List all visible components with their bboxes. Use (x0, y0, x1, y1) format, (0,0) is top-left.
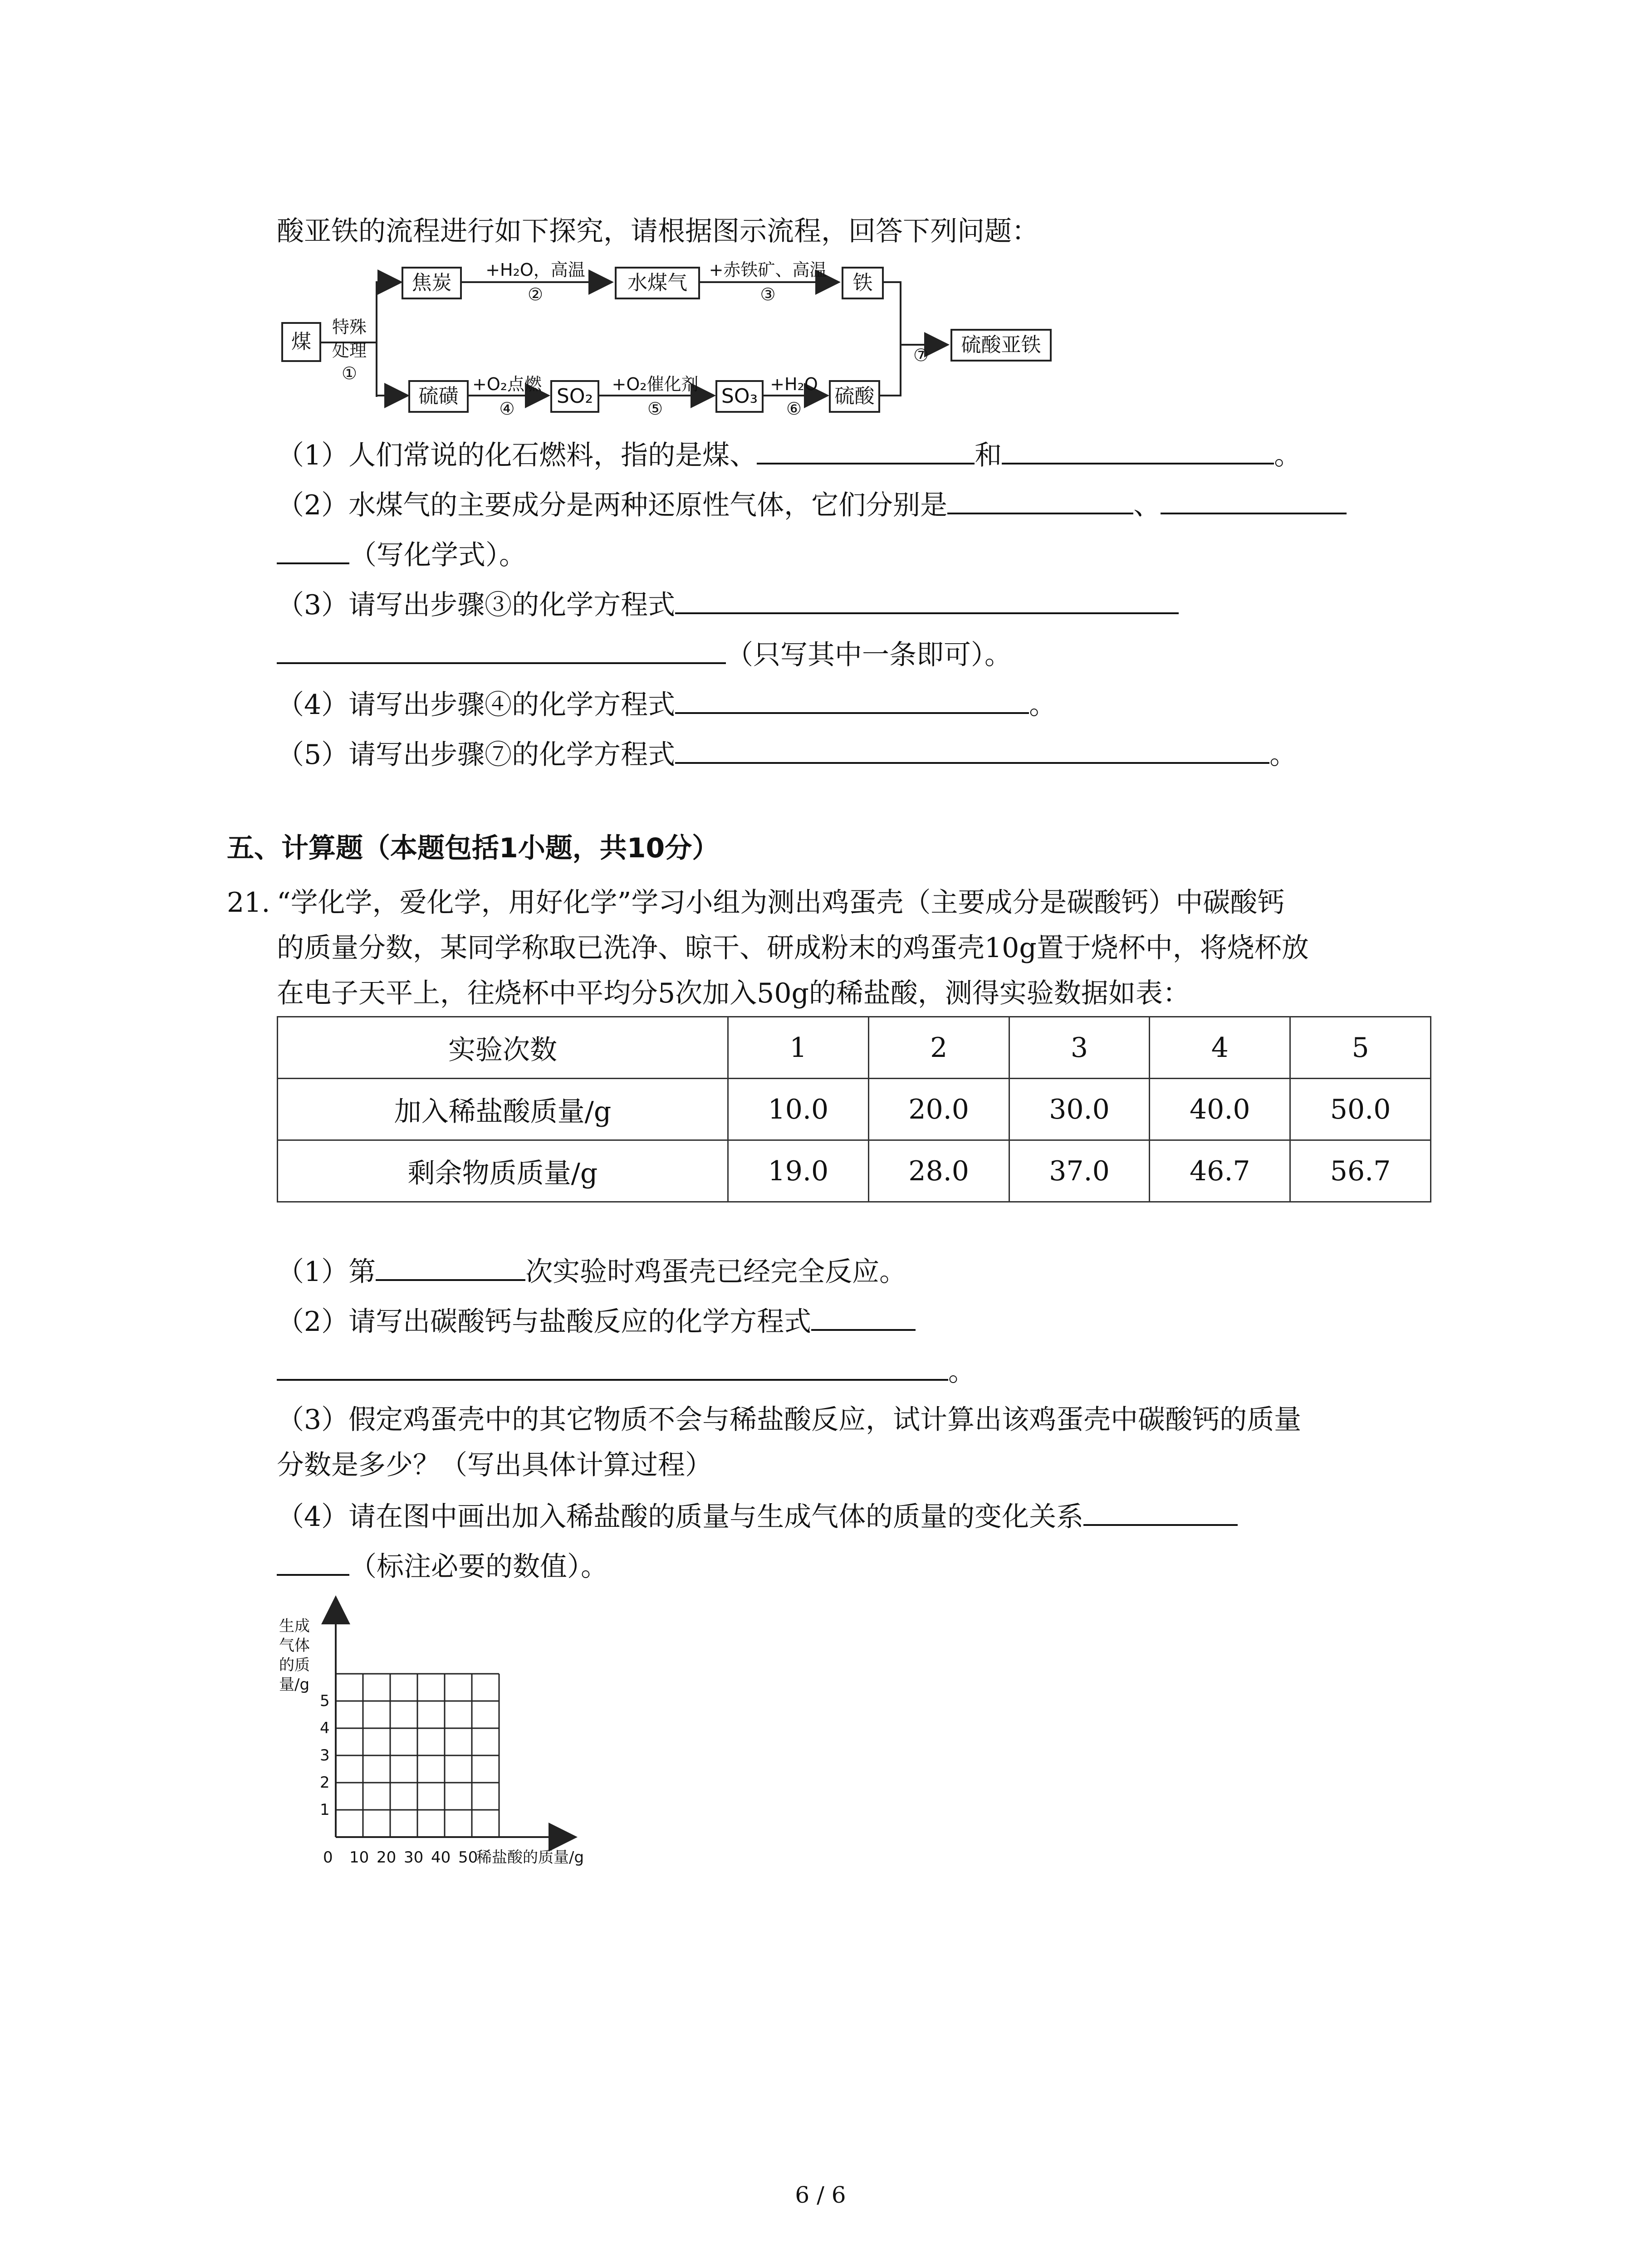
flow-step-6: ⑥ (786, 399, 802, 419)
q20-1: （1）人们常说的化石燃料，指的是煤、 和 。 (277, 435, 1301, 474)
table-cell: 剩余物质质量/g (278, 1140, 728, 1202)
flow-step-7: ⑦ (913, 345, 929, 365)
x-tick-label: 30 (404, 1848, 424, 1867)
y-tick-label: 1 (320, 1801, 330, 1819)
x-axis-label: 稀盐酸的质量/g (476, 1848, 584, 1867)
flow-node-coal: 煤 (281, 322, 321, 362)
flow-cond-o2-catalyst: +O₂催化剂 (612, 374, 699, 394)
page-number: 6 / 6 (795, 2182, 846, 2208)
table-cell: 1 (728, 1017, 869, 1079)
table-cell: 5 (1290, 1017, 1431, 1079)
flow-cond-h2o-high: +H₂O，高温 (485, 260, 585, 280)
table-cell: 28.0 (868, 1140, 1009, 1202)
y-tick-label: 3 (320, 1746, 330, 1765)
q21-sub-2-cont: 。 (277, 1352, 975, 1390)
y-tick-label: 5 (320, 1692, 330, 1710)
table-cell: 3 (1009, 1017, 1150, 1079)
table-cell: 50.0 (1290, 1079, 1431, 1140)
table-cell: 2 (868, 1017, 1009, 1079)
flow-step-5: ⑤ (647, 399, 663, 419)
table-cell: 加入稀盐酸质量/g (278, 1079, 728, 1140)
table-cell: 40.0 (1150, 1079, 1290, 1140)
flow-node-ferrous-sulfate: 硫酸亚铁 (950, 329, 1052, 362)
table-cell: 37.0 (1009, 1140, 1150, 1202)
y-axis-label-line: 的质 (279, 1656, 310, 1674)
q21-sub-3: （3）假定鸡蛋壳中的其它物质不会与稀盐酸反应，试计算出该鸡蛋壳中碳酸钙的质量 (277, 1404, 1302, 1436)
intro-line: 酸亚铁的流程进行如下探究，请根据图示流程，回答下列问题： (277, 215, 1039, 247)
q21-sub-3-cont: 分数是多少？（写出具体计算过程） (277, 1449, 712, 1481)
y-tick-label: 4 (320, 1719, 330, 1737)
q20-4: （4）请写出步骤④的化学方程式 。 (277, 685, 1056, 723)
y-axis-label-line: 气体 (279, 1637, 310, 1655)
x-tick-label: 50 (458, 1848, 478, 1867)
q20-3-cont: （只写其中一条即可）。 (277, 635, 1012, 673)
table-cell: 实验次数 (278, 1017, 728, 1079)
flow-node-sulfuric-acid: 硫酸 (829, 380, 880, 413)
flow-cond-hematite: +赤铁矿、高温 (709, 260, 827, 280)
section-heading: 五、计算题（本题包括1小题，共10分） (227, 832, 720, 864)
table-cell: 30.0 (1009, 1079, 1150, 1140)
q20-2-cont: （写化学式）。 (277, 535, 526, 573)
flow-node-iron: 铁 (842, 267, 884, 299)
flow-step-4: ④ (499, 399, 515, 419)
flow-node-so2: SO₂ (550, 380, 599, 413)
x-tick-label: 20 (377, 1848, 397, 1867)
flow-node-coke: 焦炭 (402, 267, 462, 299)
table-cell: 4 (1150, 1017, 1290, 1079)
x-tick-label: 10 (349, 1848, 369, 1867)
q20-3: （3）请写出步骤③的化学方程式 (277, 585, 1179, 623)
q20-2: （2）水煤气的主要成分是两种还原性气体，它们分别是 、 (277, 485, 1347, 523)
x-tick-label: 0 (323, 1848, 333, 1867)
table-cell: 19.0 (728, 1140, 869, 1202)
y-axis-label-line: 生成 (279, 1617, 310, 1635)
flow-cond-h2o: +H₂O (770, 374, 818, 394)
q20-5: （5）请写出步骤⑦的化学方程式 。 (277, 735, 1297, 773)
flow-step-3: ③ (760, 284, 776, 304)
table-cell: 10.0 (728, 1079, 869, 1140)
table-cell: 20.0 (868, 1079, 1009, 1140)
q21-sub-4: （4）请在图中画出加入稀盐酸的质量与生成气体的质量的变化关系 (277, 1497, 1238, 1535)
q21-para-2: 的质量分数，某同学称取已洗净、晾干、研成粉末的鸡蛋壳10g置于烧杯中，将烧杯放 (277, 932, 1309, 964)
flow-node-water-gas: 水煤气 (615, 267, 700, 299)
flow-cond-o2-burn: +O₂点燃 (472, 374, 542, 394)
q21-para-3: 在电子天平上，往烧杯中平均分5次加入50g的稀盐酸，测得实验数据如表： (277, 978, 1190, 1009)
q21-sub-2: （2）请写出碳酸钙与盐酸反应的化学方程式 (277, 1302, 916, 1340)
y-tick-label: 2 (320, 1774, 330, 1792)
flow-step-2: ② (527, 284, 544, 304)
flow-label-treatment: 处理 (332, 341, 367, 361)
question-number: 21. (227, 887, 270, 919)
flow-node-so3: SO₃ (715, 380, 764, 413)
q21-sub-4-cont: （标注必要的数值）。 (277, 1547, 608, 1585)
x-tick-label: 40 (431, 1848, 451, 1867)
y-axis-label-line: 量/g (279, 1676, 310, 1694)
flow-node-sulfur: 硫磺 (408, 380, 469, 413)
q21-sub-1: （1）第 次实验时鸡蛋壳已经完全反应。 (277, 1252, 906, 1290)
table-cell: 56.7 (1290, 1140, 1431, 1202)
table-cell: 46.7 (1150, 1140, 1290, 1202)
flow-label-special: 特殊 (332, 317, 367, 337)
q21-para-1: “学化学，爱化学，用好化学”学习小组为测出鸡蛋壳（主要成分是碳酸钙）中碳酸钙 (277, 887, 1285, 919)
flow-step-1: ① (341, 363, 358, 383)
